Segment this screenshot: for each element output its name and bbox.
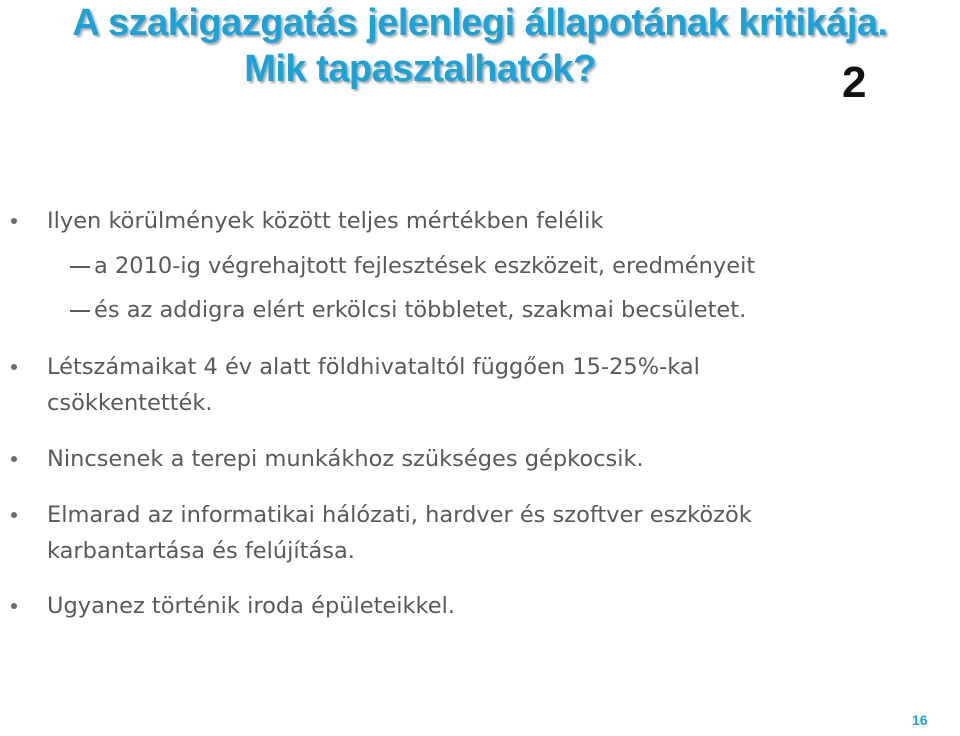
slide-title-line-2: Mik tapasztalhatók? <box>244 48 596 90</box>
sub-item-text: és az addigra elért erkölcsi többletet, szakmai becsületet. <box>94 297 747 323</box>
dash-icon <box>70 310 90 312</box>
bullet-text-line-1: Elmarad az informatikai hálózati, hardver és szoftver eszközök <box>47 502 752 528</box>
dash-icon <box>70 266 90 268</box>
bullet-dot-icon <box>11 603 17 609</box>
bullet-text-line-1: Létszámaikat 4 év alatt földhivataltól függően 15-25%-kal <box>47 354 700 380</box>
bullet-text-line-2: karbantartása és felújítása. <box>47 538 355 564</box>
bullet-text-line-2: csökkentették. <box>47 390 213 416</box>
bullet-text: Ugyanez történik iroda épületeikkel. <box>47 593 456 619</box>
bullet-text: Ilyen körülmények között teljes mértékben felélik <box>47 208 604 234</box>
page-number: 16 <box>912 712 928 728</box>
section-number: 2 <box>842 58 867 107</box>
bullet-dot-icon <box>11 456 17 462</box>
sub-item-text: a 2010-ig végrehajtott fejlesztések eszközeit, eredményeit <box>94 253 756 279</box>
slide-title-line-1: A szakigazgatás jelenlegi állapotának kritikája. <box>72 2 888 44</box>
bullet-text: Nincsenek a terepi munkákhoz szükséges gépkocsik. <box>47 446 644 472</box>
bullet-dot-icon <box>11 364 17 370</box>
bullet-dot-icon <box>11 512 17 518</box>
bullet-dot-icon <box>11 218 17 224</box>
